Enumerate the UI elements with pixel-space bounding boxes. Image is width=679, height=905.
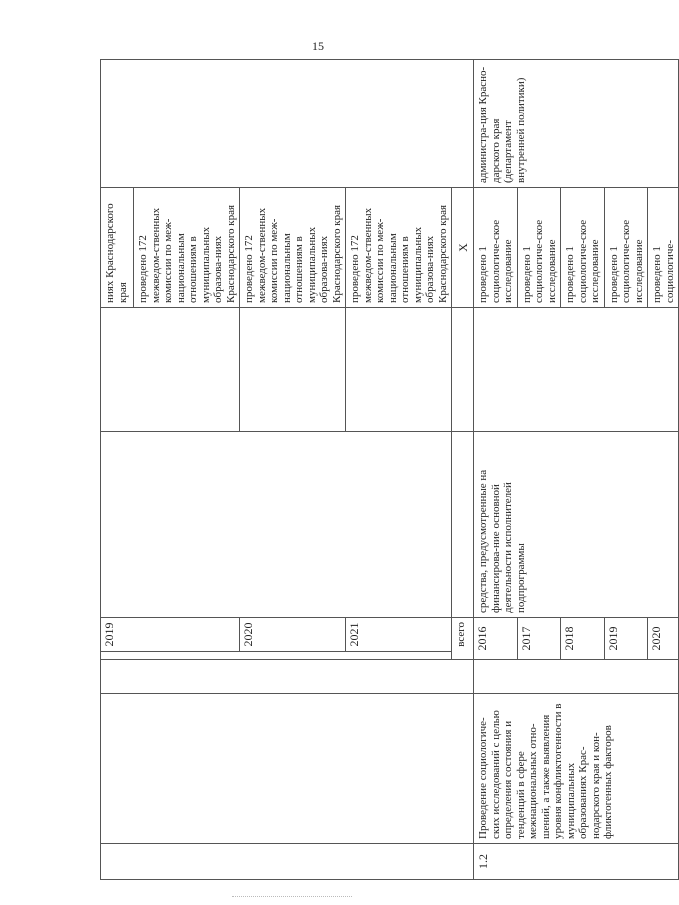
program-table xyxy=(100,59,679,880)
title-cell-empty xyxy=(101,694,474,844)
total-value: Х xyxy=(452,188,474,308)
amount-cell-empty xyxy=(101,308,240,432)
year-cell: 2019 xyxy=(101,618,240,652)
funding-source: средства, предусмотренные на финансирова-ние основной деятельности исполнителей подпрограммы xyxy=(474,432,679,618)
executor: администра-ция Красно-дарского края (департамент внутренней политики) xyxy=(474,60,679,188)
table-row xyxy=(474,60,518,880)
amount-cell-empty xyxy=(452,308,474,432)
year-cell: 2020 xyxy=(240,618,346,652)
total-label: всего xyxy=(452,618,474,660)
page-number: 15 xyxy=(312,39,324,53)
year-cell: 2020 xyxy=(648,618,679,660)
table-row xyxy=(101,60,240,880)
result-cell: проведено 1 социологиче-ское исследование xyxy=(517,188,561,308)
year-cell: 2019 xyxy=(604,618,648,660)
year-cell: 2018 xyxy=(561,618,605,660)
section-number: 1.2 xyxy=(474,844,679,880)
section-title: Проведение социологиче-ских исследований с целью определения состояния и тенденций в сфере межнациональных отно-шений, а также выявления уровня конфликтогенности в муниципальных образованиях Крас-нодарского края и кон-фликтогенных факторов xyxy=(474,694,679,844)
amount-cell-empty xyxy=(474,308,679,432)
status-cell-empty xyxy=(474,660,679,694)
year-cell: 2016 xyxy=(474,618,518,660)
scan-artifact xyxy=(232,896,352,902)
year-cell: 2021 xyxy=(346,618,452,652)
year-cell: 2017 xyxy=(517,618,561,660)
number-cell-empty xyxy=(101,844,474,880)
result-cell: проведено 172 межведом-ственных комиссии по меж-национальным отношениям в муниципальных образова-ниях Краснодарского края xyxy=(240,188,346,308)
result-text: проведено 172 межведом-ственных комиссии по меж-национальным отношениям в муниципальных образова-ниях Краснодарского края xyxy=(133,188,237,307)
result-cell: проведено 1 социологиче-ское исследование xyxy=(474,188,518,308)
result-text: ниях Краснодарского края xyxy=(104,203,129,303)
result-cell: проведено 172 межведом-ственных комиссии по меж-национальным отношениям в муниципальных образова-ниях Краснодарского края xyxy=(346,188,452,308)
funding-cell-empty xyxy=(101,432,452,618)
status-cell-empty xyxy=(101,660,474,694)
result-cell: проведено 1 социологиче-ское исследование xyxy=(561,188,605,308)
result-cell: проведено 1 социологиче- xyxy=(648,188,679,308)
spacer-cell xyxy=(101,652,452,660)
amount-cell-empty xyxy=(240,308,346,432)
result-cell: проведено 1 социологиче-ское исследование xyxy=(604,188,648,308)
funding-cell-empty xyxy=(452,432,474,618)
executor-cell-empty xyxy=(101,60,474,188)
rotated-table-container xyxy=(100,60,676,880)
result-cell xyxy=(101,188,240,308)
amount-cell-empty xyxy=(346,308,452,432)
